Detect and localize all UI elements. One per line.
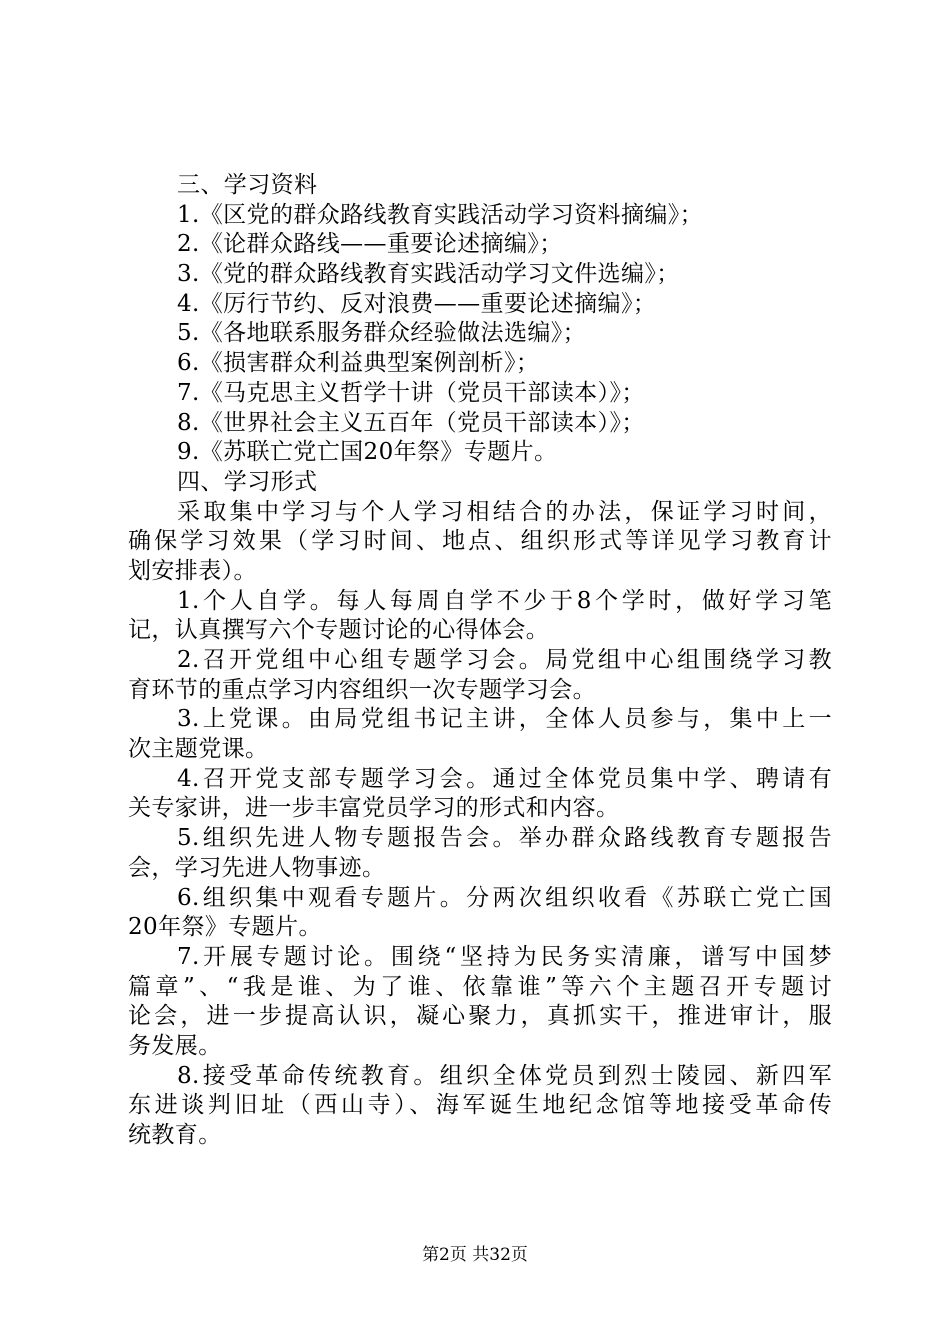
text-line: 3.上党课。由局党组书记主讲，全体人员参与，集中上一 bbox=[177, 706, 832, 733]
text-line: 会，学习先进人物事迹。 bbox=[128, 854, 386, 881]
text-line: 论会，进一步提高认识，凝心聚力，真抓实干，推进审计，服 bbox=[128, 1003, 832, 1030]
text-line: 篇章”、“我是谁、为了谁、依靠谁”等六个主题召开专题讨 bbox=[128, 973, 832, 1000]
text-line: 东进谈判旧址（西山寺）、海军诞生地纪念馆等地接受革命传 bbox=[128, 1092, 832, 1119]
page-footer: 第2页 共32页 bbox=[422, 1245, 528, 1265]
text-line: 三、学习资料 bbox=[177, 172, 318, 198]
text-line: 8.接受革命传统教育。组织全体党员到烈士陵园、新四军 bbox=[177, 1062, 832, 1089]
text-line: 记，认真撰写六个专题讨论的心得体会。 bbox=[128, 617, 550, 644]
text-line: 采取集中学习与个人学习相结合的办法，保证学习时间， bbox=[177, 498, 832, 525]
text-line: 关专家讲，进一步丰富党员学习的形式和内容。 bbox=[128, 795, 620, 822]
text-line: 6.组织集中观看专题片。分两次组织收看《苏联亡党亡国 bbox=[177, 884, 832, 911]
text-line: 划安排表）。 bbox=[128, 557, 257, 584]
text-line: 2.召开党组中心组专题学习会。局党组中心组围绕学习教 bbox=[177, 647, 832, 673]
text-line: 5.组织先进人物专题报告会。举办群众路线教育专题报告 bbox=[177, 825, 832, 852]
text-line: 次主题党课。 bbox=[128, 736, 269, 763]
text-line: 4.《厉行节约、反对浪费——重要论述摘编》； bbox=[177, 290, 657, 317]
document-body bbox=[128, 171, 832, 1151]
text-line: 1.个人自学。每人每周自学不少于8个学时，做好学习笔 bbox=[177, 587, 832, 614]
text-line: 3.《党的群众路线教育实践活动学习文件选编》； bbox=[177, 261, 680, 288]
text-line: 5.《各地联系服务群众经验做法选编》； bbox=[177, 320, 587, 347]
text-line: 四、学习形式 bbox=[177, 468, 318, 495]
text-line: 务发展。 bbox=[128, 1032, 222, 1059]
text-line: 1.《区党的群众路线教育实践活动学习资料摘编》； bbox=[177, 201, 704, 228]
text-line: 20年祭》专题片。 bbox=[128, 914, 322, 941]
text-line: 育环节的重点学习内容组织一次专题学习会。 bbox=[128, 676, 596, 703]
text-line: 2.《论群众路线——重要论述摘编》； bbox=[177, 231, 563, 258]
text-line: 统教育。 bbox=[128, 1122, 222, 1148]
text-line: 9.《苏联亡党亡国20年祭》专题片。 bbox=[177, 439, 558, 466]
text-line: 4.召开党支部专题学习会。通过全体党员集中学、聘请有 bbox=[177, 765, 832, 792]
text-line: 6.《损害群众利益典型案例剖析》； bbox=[177, 350, 540, 377]
text-line: 8.《世界社会主义五百年（党员干部读本）》； bbox=[177, 409, 645, 436]
text-line: 7.《马克思主义哲学十讲（党员干部读本）》； bbox=[177, 379, 645, 406]
text-line: 7.开展专题讨论。围绕“坚持为民务实清廉，谱写中国梦 bbox=[177, 943, 832, 970]
text-line: 确保学习效果（学习时间、地点、组织形式等详见学习教育计 bbox=[128, 528, 832, 555]
